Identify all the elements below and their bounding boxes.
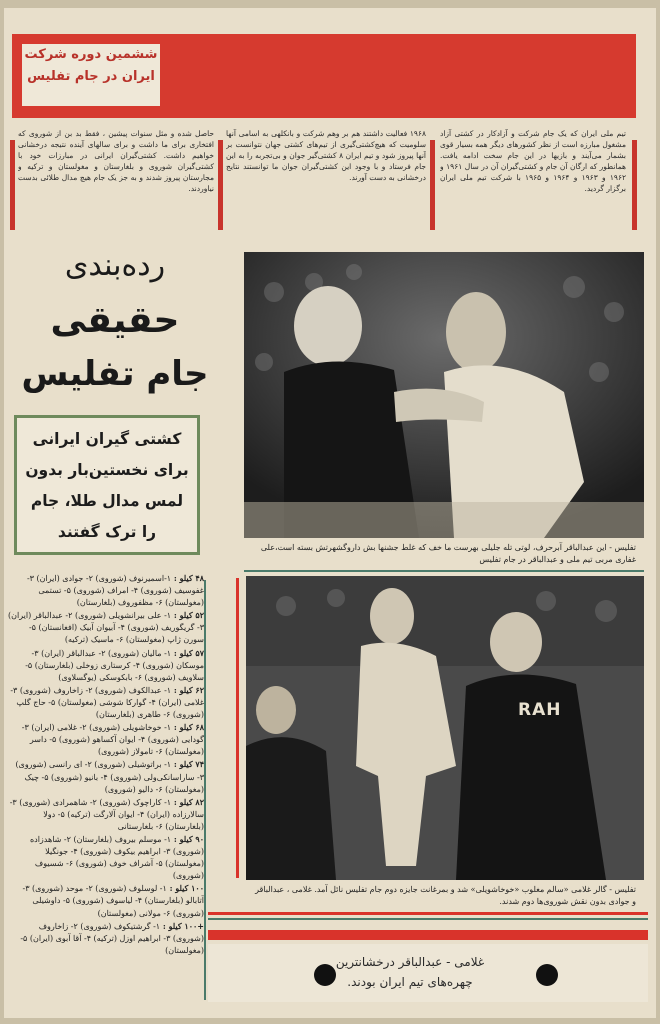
column-rule-red [632, 140, 637, 230]
photo-1-caption: تفلیس - این عبدالباقر آبرحرف، لوتی تله جلیلی بهرست ما خف که غلط جشنها بش داروگشهرتش بسته است،علی غفاری مربی تیم ملی و عبدالباقر در جام تفلیس [260, 543, 636, 564]
result-standings: ۱- عبدالکوف (شوروی) ۲- زاخاروف (شوروی) ۳- غلامی (ایران) ۴- گوارکا شوشی (مغولستان) ۵- حاج گلپ (شوروی) ۶- طاهری (بلغارستان) [10, 685, 204, 720]
header-title-box [22, 44, 160, 106]
result-standings: ۱- موسلم بیروف (بلغارستان) ۲- شاهدزاده (شوروی) ۳- ابراهیم بیکوف (شوروی) ۴- جونگیلا (مغولستان) ۵- آشراف خوف (شوروی) ۶- شسیوف (شوروی) [29, 834, 204, 881]
intro-column-middle: ۱۹۶۸ فعالیت داشتند هم بر وهم شرکت و بانکلهی به اسامی آنها سلومیت که هیچ‌کشتی‌گیری از تیم‌های کشتی جهان نتوانست بر آنها پیروز شود و تیم ایران ۸ کشتی‌گیر جوان و بی‌تجربه را به این جام فرستاد و با وجود این کشتی‌گیران جوان ما توانستند نتایج درخشانی به دست آورند. [226, 129, 426, 182]
weight-class-label: ۵۲ کیلو : [171, 610, 204, 621]
accent-rule [244, 570, 644, 572]
title-line3: جام تفلیس [21, 354, 209, 394]
result-entry [8, 647, 204, 684]
result-entry [8, 796, 204, 833]
accent-band [208, 930, 648, 940]
weight-class-label: ۷۴ کیلو : [171, 759, 204, 770]
title-line1: رده‌بندی [64, 248, 166, 283]
intro-column-right: تیم ملی ایران که یک جام شرکت و آزادکار در کشتی آزاد مشغول مبارزه است از نظر کشورهای دیگر همه بسیار قوی بشمار می‌آیند و بازیها در این جام سخت ادامه یافت. همانطور که ارگان آن جام و کشتی‌گیران آن در سال ۱۹۶۱ و ۱۹۶۲ و ۱۹۶۳ و ۱۹۶۴ و ۱۹۶۵ با شرکت تیم ملی ایران برگزار گردید. [440, 129, 626, 193]
accent-rule [208, 918, 648, 920]
result-standings: ۱- لوسلوف (شوروی) ۲- موحد (شوروی) ۳- آتابالو (بلغارستان) ۴- لیاسوف (شوروی) ۵- داوشیلی (شوروی) ۶- مولانی (مغولستان) [22, 884, 204, 918]
accent-rule [204, 580, 206, 1000]
result-standings: ۱-اسمیرنوف (شوروی) ۲- جوادی (ایران) ۳- غفوسیف (شوروی) ۴- امراف (شوروی) ۵- تستمی (مغولستان) ۶- مظفوروف (بلغارستان) [26, 574, 204, 608]
title-line2: حقیقی [50, 300, 180, 341]
result-standings: ۱- خوخاشویلی (شوروی) ۲- غلامی (ایران) ۳- گودایی (شوروی) ۴- ایوان آکساهو (شوروی) ۵- داسر (مغولستان) ۶- تامولاز (شوروی) [21, 723, 204, 757]
weight-class-label: ۸۲ کیلو : [171, 796, 204, 807]
photo-coach-wrestler [244, 252, 644, 538]
result-entry [8, 920, 204, 957]
result-entry [8, 721, 204, 758]
footer-caption [260, 952, 560, 992]
column-rule-red [218, 140, 223, 230]
result-entry [8, 609, 204, 646]
result-standings: ۱- علی بیرانشویلی (شوروی) ۲- عبدالباقر (ایران) ۳- گریگوریف (شوروی) ۴- آبیوان آبیک (افغانستان) ۵- سورن ژاپ (مغولستان) ۶- ماسیک (ترکیه) [8, 611, 204, 645]
photo-wrestlers-mat [246, 576, 644, 880]
photo-2-illustration [246, 576, 644, 880]
result-entry [8, 758, 204, 795]
weight-class-label: ۹۰ کیلو : [171, 833, 204, 844]
weight-class-label: ۵۷ کیلو : [171, 647, 204, 658]
header-title-line2: ایران در جام تفلیس [27, 69, 155, 84]
jersey-lettering: RAH [518, 700, 562, 720]
result-entry [8, 833, 204, 882]
footer-line2: چهره‌های تیم ایران بودند. [347, 975, 473, 989]
column-rule-red [10, 140, 15, 230]
weight-class-label: ۴۸ کیلو : [171, 573, 204, 583]
photo-1-illustration [244, 252, 644, 538]
weight-class-label: ۶۲ کیلو : [171, 684, 204, 695]
result-standings: ۱- کاراچوک (شوروی) ۲- شاهمرادی (شوروی) ۳- سالارزاده (ایران) ۴- ایوان آلارگت (ترکیه) ۵- دولا (بلغارستان) ۶- بلغارستانی [9, 797, 204, 831]
weight-class-label: +۱۰۰ کیلو : [160, 920, 204, 931]
weight-class-label: ۱۰۰ کیلو : [166, 883, 204, 894]
result-standings: ۱- گرشتیکوف (شوروی) ۲- زاخاروف (شوروی) ۳- ابراهیم اوزل (ترکیه) ۴- آقا آبوی (ایران) ۵- (مغولستان) [20, 921, 204, 955]
subtitle-box [14, 415, 200, 555]
result-entry [8, 684, 204, 721]
accent-rule [208, 912, 648, 915]
result-entry [8, 572, 204, 609]
photo-2-caption: تفلیس - گالر غلامی «سالم مغلوب «خوخاشویلی» شد و بمرغانت جایزه دوم جام تفلیس نائل آمد. غلامی ، عبدالباقر و جوادی بدون نقش شوروی‌ها دوم شدند. [255, 885, 636, 906]
result-standings: ۱- مالیان (شوروی) ۲- عبدالباقر (ایران) ۳- موسکان (شوروی) ۴- کرستاری زوخلی (بلغارستان) ۵- سلاویف (شوروی) ۶- بابکوسکی (یوگسلاوی) [25, 648, 204, 682]
header-title-line1: ششمین دوره شرکت [24, 47, 158, 62]
footer-line1: غلامی - عبدالباقر درخشانترین [335, 955, 485, 969]
subtitle-line1: کشتی گیران ایرانی [32, 430, 182, 448]
subtitle-line3: لمس مدال طلا، جام [30, 492, 184, 510]
results-list [8, 572, 204, 1004]
weight-class-label: ۶۸ کیلو : [171, 722, 204, 733]
subtitle-line2: برای نخستین‌بار بدون [25, 461, 189, 479]
column-rule-red [430, 140, 435, 230]
intro-column-left: حاصل شده و مثل سنوات پیشین ، فقط بد بن از شوروی که افتخاری برای ما داشت و برای سالهای آینده نتیجه درخشانی خواهیم داشت. کشتی‌گیران ایرانی در مبارزات خود با کشتی‌گیران شوروی و بلغارستان و مغولستان و ترکیه و مجارستان پیروز شدند و به جز یک جام هیچ مدال طلائی بدست نیاوردند. [18, 129, 214, 193]
accent-rule [236, 578, 239, 878]
result-entry [8, 882, 204, 919]
subtitle-line4: را ترک گفتند [57, 523, 157, 541]
result-standings: ۱- براتوشیلی (شوروی) ۲- ای رانسی (شوروی) ۳- ساراسانکی‌ولی (شوروی) ۴- بانیو (شوروی) ۵- چیک (مغولستان) ۶- دالیو (شوروی) [15, 760, 204, 794]
